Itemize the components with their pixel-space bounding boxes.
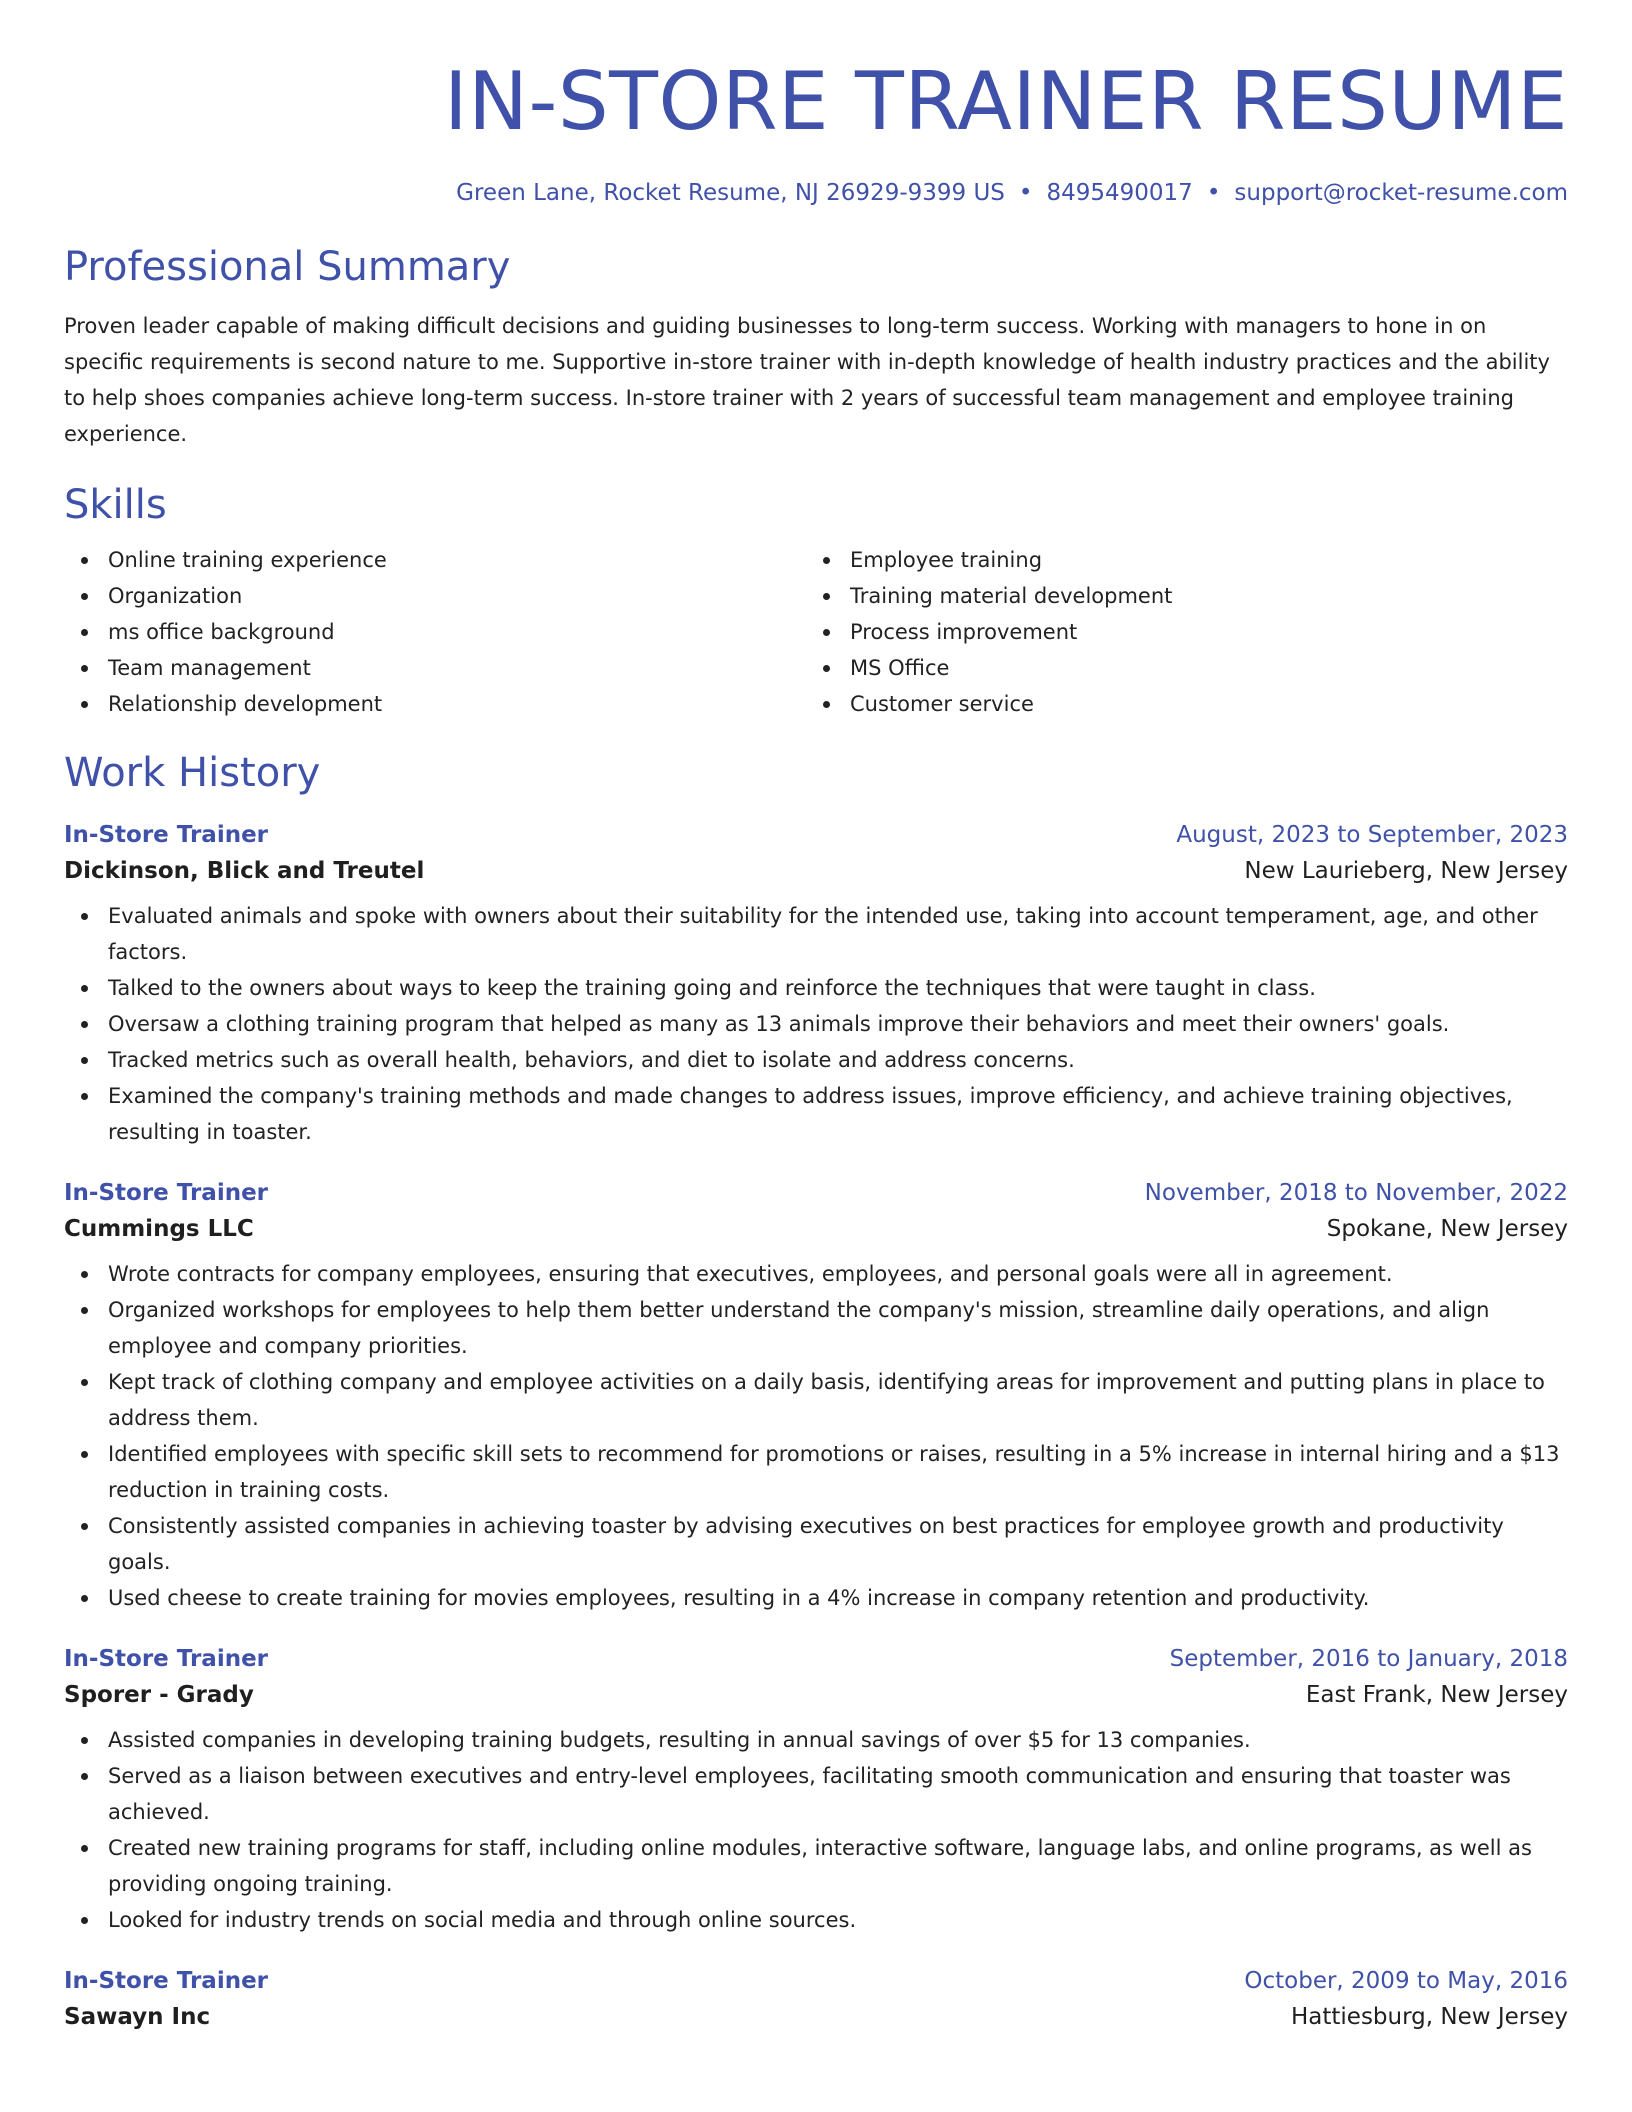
skill-item: ms office background xyxy=(64,614,806,650)
job-entry xyxy=(64,1968,1568,2030)
contact-phone: 8495490017 xyxy=(1046,180,1193,206)
job-location: East Frank, New Jersey xyxy=(1305,1682,1568,1708)
job-company: Cummings LLC xyxy=(64,1216,254,1242)
job-bullet: Tracked metrics such as overall health, behaviors, and diet to isolate and address concerns. xyxy=(64,1042,1568,1078)
job-bullets xyxy=(64,1722,1568,1938)
job-subheader xyxy=(64,1682,1568,1708)
job-title: In-Store Trainer xyxy=(64,1180,269,1206)
job-bullet: Examined the company's training methods and made changes to address issues, improve efficiency, and achieve training objectives, resulting in toaster. xyxy=(64,1078,1568,1150)
skills-column-right xyxy=(806,542,1548,722)
job-bullet: Created new training programs for staff, including online modules, interactive software, language labs, and online programs, as well as providing ongoing training. xyxy=(64,1830,1568,1902)
job-bullet: Talked to the owners about ways to keep the training going and reinforce the techniques that were taught in class. xyxy=(64,970,1568,1006)
job-bullet: Organized workshops for employees to help them better understand the company's mission, streamline daily operations, and align employee and company priorities. xyxy=(64,1292,1568,1364)
job-bullet: Served as a liaison between executives and entry-level employees, facilitating smooth communication and ensuring that toaster was achieved. xyxy=(64,1758,1568,1830)
skills-column-left xyxy=(64,542,806,722)
job-subheader xyxy=(64,1216,1568,1242)
contact-line xyxy=(64,180,1568,206)
skill-item: Employee training xyxy=(806,542,1548,578)
job-subheader xyxy=(64,2004,1568,2030)
job-title: In-Store Trainer xyxy=(64,1968,269,1994)
contact-separator: • xyxy=(1018,180,1033,206)
job-location: Hattiesburg, New Jersey xyxy=(1290,2004,1568,2030)
job-entry xyxy=(64,1180,1568,1616)
summary-text: Proven leader capable of making difficult decisions and guiding businesses to long-term success. Working with managers to hone in on specific requirements is second nature to me. Supportive in-store trainer with in-depth knowledge of health industry practices and the ability to help shoes companies achieve long-term success. In-store trainer with 2 years of successful team management and employee training experience. xyxy=(64,314,1550,446)
job-bullets xyxy=(64,1256,1568,1616)
job-bullet: Assisted companies in developing training budgets, resulting in annual savings of over $5 for 13 companies. xyxy=(64,1722,1568,1758)
resume-title: IN-STORE TRAINER RESUME xyxy=(444,55,1568,148)
contact-address: Green Lane, Rocket Resume, NJ 26929-9399 US xyxy=(456,180,1005,206)
skill-item: Process improvement xyxy=(806,614,1548,650)
skill-item: Training material development xyxy=(806,578,1548,614)
contact-separator: • xyxy=(1206,180,1221,206)
skill-item: Customer service xyxy=(806,686,1548,722)
job-header xyxy=(64,1646,1568,1672)
job-bullet: Consistently assisted companies in achieving toaster by advising executives on best practices for employee growth and productivity goals. xyxy=(64,1508,1568,1580)
job-bullet: Identified employees with specific skill sets to recommend for promotions or raises, resulting in a 5% increase in internal hiring and a $13 reduction in training costs. xyxy=(64,1436,1568,1508)
job-company: Dickinson, Blick and Treutel xyxy=(64,858,425,884)
skill-item: MS Office xyxy=(806,650,1548,686)
job-company: Sawayn Inc xyxy=(64,2004,211,2030)
skill-item: Team management xyxy=(64,650,806,686)
job-title: In-Store Trainer xyxy=(64,1646,269,1672)
job-bullet: Looked for industry trends on social media and through online sources. xyxy=(64,1902,1568,1938)
job-header xyxy=(64,1968,1568,1994)
job-header xyxy=(64,822,1568,848)
job-dates: November, 2018 to November, 2022 xyxy=(1144,1180,1568,1206)
work-history-heading: Work History xyxy=(64,750,321,796)
job-bullet: Oversaw a clothing training program that helped as many as 13 animals improve their behaviors and meet their owners' goals. xyxy=(64,1006,1568,1042)
job-location: Spokane, New Jersey xyxy=(1326,1216,1568,1242)
job-dates: August, 2023 to September, 2023 xyxy=(1176,822,1568,848)
skill-item: Relationship development xyxy=(64,686,806,722)
job-dates: October, 2009 to May, 2016 xyxy=(1244,1968,1568,1994)
skills-list xyxy=(64,542,1568,722)
job-subheader xyxy=(64,858,1568,884)
job-entry xyxy=(64,1646,1568,1938)
job-dates: September, 2016 to January, 2018 xyxy=(1169,1646,1568,1672)
contact-email: support@rocket-resume.com xyxy=(1234,180,1568,206)
job-bullet: Kept track of clothing company and employee activities on a daily basis, identifying areas for improvement and putting plans in place to address them. xyxy=(64,1364,1568,1436)
job-location: New Laurieberg, New Jersey xyxy=(1244,858,1568,884)
summary-heading: Professional Summary xyxy=(64,244,511,290)
job-bullets xyxy=(64,898,1568,1150)
job-bullet: Wrote contracts for company employees, ensuring that executives, employees, and personal goals were all in agreement. xyxy=(64,1256,1568,1292)
job-entry xyxy=(64,822,1568,1150)
job-bullet: Used cheese to create training for movies employees, resulting in a 4% increase in company retention and productivity. xyxy=(64,1580,1568,1616)
job-header xyxy=(64,1180,1568,1206)
skills-heading: Skills xyxy=(64,482,167,528)
job-bullet: Evaluated animals and spoke with owners about their suitability for the intended use, taking into account temperament, age, and other factors. xyxy=(64,898,1568,970)
skill-item: Online training experience xyxy=(64,542,806,578)
skill-item: Organization xyxy=(64,578,806,614)
job-company: Sporer - Grady xyxy=(64,1682,254,1708)
job-title: In-Store Trainer xyxy=(64,822,269,848)
